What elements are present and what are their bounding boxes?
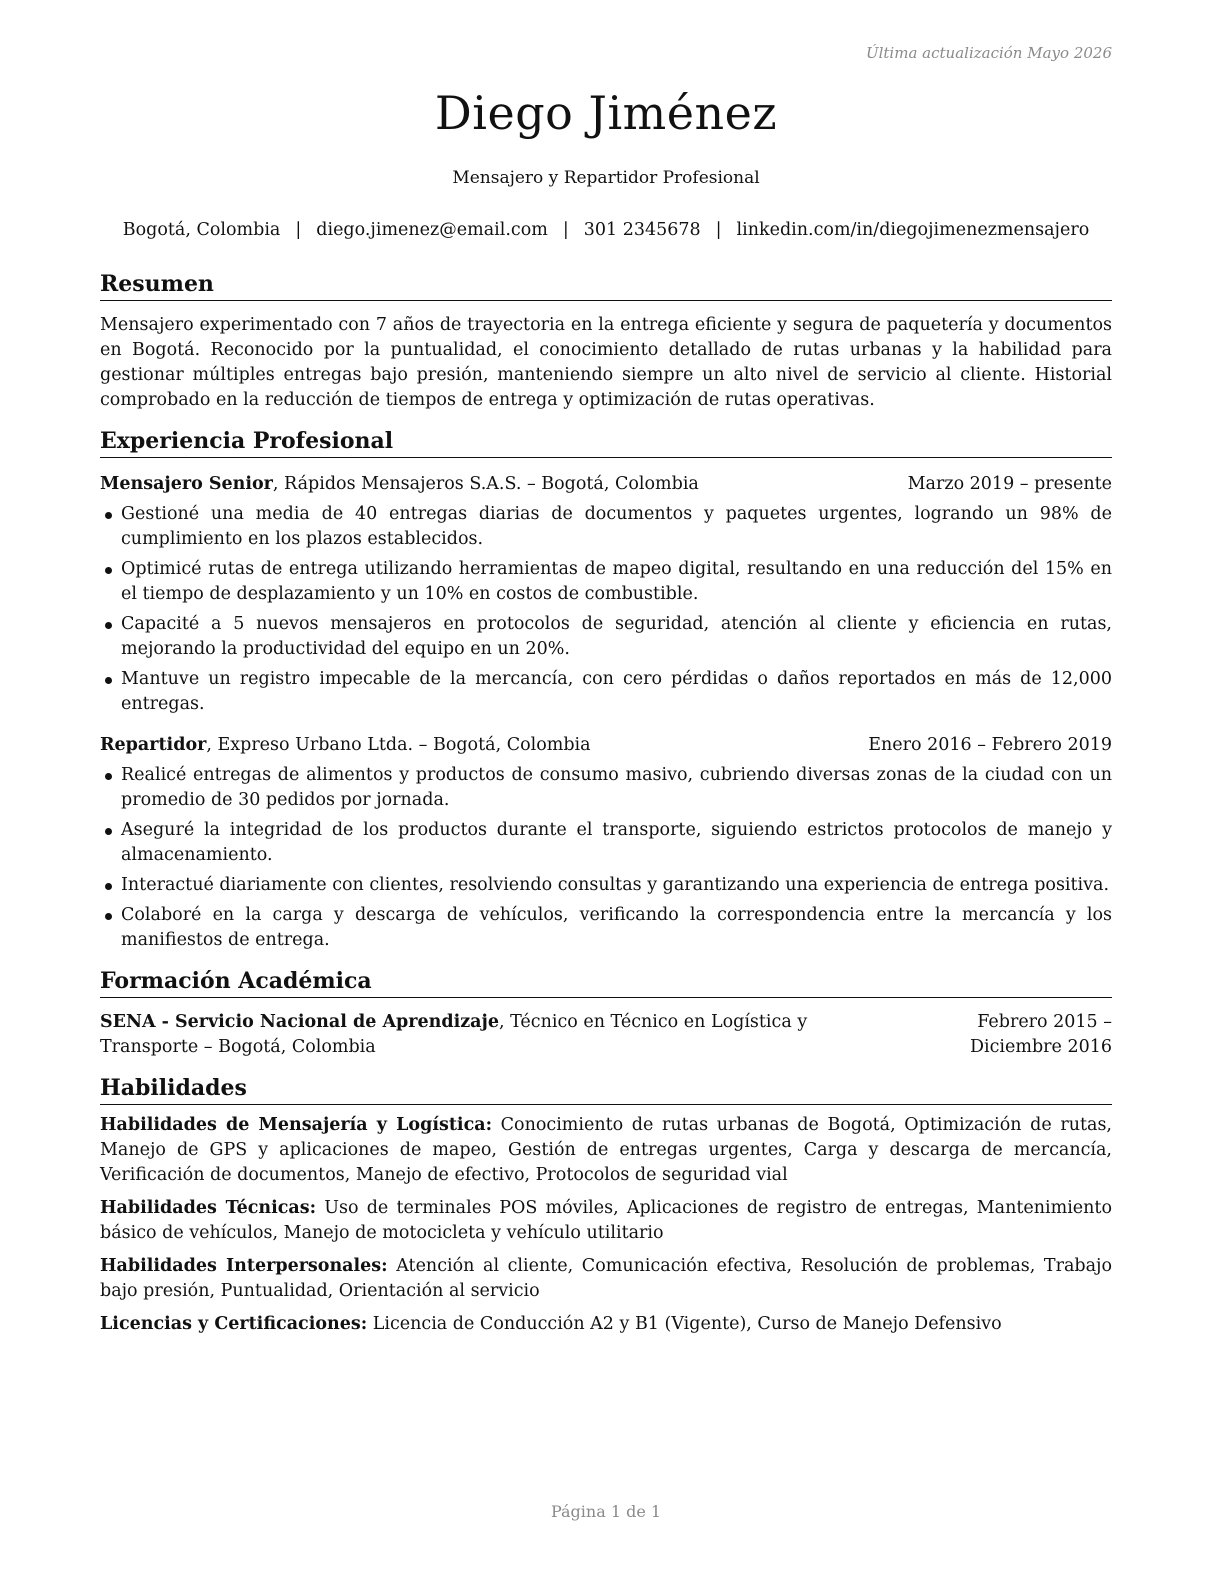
job-dates: Enero 2016 – Febrero 2019 xyxy=(868,735,1112,755)
contact-phone: 301 2345678 xyxy=(583,220,701,240)
bullet-item: Optimicé rutas de entrega utilizando herramientas de mapeo digital, resultando en una reducción del 15% en el tiempo de desplazamiento y un 10% en costos de combustible. xyxy=(100,557,1112,607)
job-title-line xyxy=(100,472,699,497)
bullet-item: Colaboré en la carga y descarga de vehículos, verificando la correspondencia entre la mercancía y los manifiestos de entrega. xyxy=(100,903,1112,953)
education-section xyxy=(100,967,1112,1060)
job-entry xyxy=(100,733,1112,953)
job-header xyxy=(100,472,1112,497)
job-role: Mensajero Senior xyxy=(100,474,273,494)
skill-text: Uso de terminales POS móviles, Aplicaciones de registro de entregas, Mantenimiento básico de vehículos, Manejo de motocicleta y vehículo utilitario xyxy=(100,1198,1112,1243)
summary-section xyxy=(100,270,1112,413)
bullet-item: Gestioné una media de 40 entregas diarias de documentos y paquetes urgentes, logrando un 98% de cumplimiento en los plazos establecidos. xyxy=(100,502,1112,552)
education-details xyxy=(100,1010,890,1060)
skill-label: Habilidades Técnicas: xyxy=(100,1198,317,1218)
contact-separator: | xyxy=(715,220,722,240)
last-updated: Última actualización Mayo 2026 xyxy=(865,44,1112,62)
skill-label: Habilidades Interpersonales: xyxy=(100,1256,388,1276)
education-program: , Técnico en Técnico en Logística y Transporte – Bogotá, Colombia xyxy=(100,1012,808,1057)
contact-email[interactable]: diego.jimenez@email.com xyxy=(316,220,548,240)
job-header xyxy=(100,733,1112,758)
skill-group xyxy=(100,1113,1112,1188)
skill-text: Conocimiento de rutas urbanas de Bogotá, Optimización de rutas, Manejo de GPS y aplicaciones de mapeo, Gestión de entregas urgentes, Carga y descarga de mercancía, Verificación de documentos, Manejo de efectivo, Protocolos de seguridad vial xyxy=(100,1115,1112,1185)
skill-group xyxy=(100,1196,1112,1246)
experience-section xyxy=(100,427,1112,953)
page-number: Página 1 de 1 xyxy=(550,1502,662,1521)
section-title: Habilidades xyxy=(100,1074,1112,1105)
bullet-item: Interactué diariamente con clientes, resolviendo consultas y garantizando una experiencia de entrega positiva. xyxy=(100,873,1112,898)
summary-text: Mensajero experimentado con 7 años de trayectoria en la entrega eficiente y segura de paquetería y documentos en Bogotá. Reconocido por la puntualidad, el conocimiento detallado de rutas urbanas y la habilidad para gestionar múltiples entregas bajo presión, manteniendo siempre un alto nivel de servicio al cliente. Historial comprobado en la reducción de tiempos de entrega y optimización de rutas operativas. xyxy=(100,315,1112,410)
skill-group xyxy=(100,1312,1112,1337)
section-title: Experiencia Profesional xyxy=(100,427,1112,458)
education-institution: SENA - Servicio Nacional de Aprendizaje xyxy=(100,1012,499,1032)
skill-group xyxy=(100,1254,1112,1304)
resume-page xyxy=(100,0,1112,1584)
skills-section xyxy=(100,1074,1112,1337)
education-entry xyxy=(100,1010,1112,1060)
education-dates: Febrero 2015 – Diciembre 2016 xyxy=(970,1012,1112,1057)
bullet-item: Realicé entregas de alimentos y productos de consumo masivo, cubriendo diversas zonas de la ciudad con un promedio de 30 pedidos por jornada. xyxy=(100,763,1112,813)
job-entry xyxy=(100,472,1112,717)
section-title: Resumen xyxy=(100,270,1112,301)
contact-line xyxy=(100,220,1112,240)
job-bullets xyxy=(100,763,1112,953)
contact-location: Bogotá, Colombia xyxy=(122,220,281,240)
contact-separator: | xyxy=(295,220,302,240)
resume-content xyxy=(100,270,1112,1351)
contact-linkedin[interactable]: linkedin.com/in/diegojimenezmensajero xyxy=(736,220,1090,240)
job-title-line xyxy=(100,733,591,758)
skill-label: Habilidades de Mensajería y Logística: xyxy=(100,1115,493,1135)
skill-text: Licencia de Conducción A2 y B1 (Vigente), Curso de Manejo Defensivo xyxy=(367,1314,1002,1334)
bullet-item: Mantuve un registro impecable de la mercancía, con cero pérdidas o daños reportados en más de 12,000 entregas. xyxy=(100,667,1112,717)
skill-text: Atención al cliente, Comunicación efectiva, Resolución de problemas, Trabajo bajo presión, Puntualidad, Orientación al servicio xyxy=(100,1256,1112,1301)
bullet-item: Aseguré la integridad de los productos durante el transporte, siguiendo estrictos protocolos de manejo y almacenamiento. xyxy=(100,818,1112,868)
contact-separator: | xyxy=(562,220,569,240)
skill-label: Licencias y Certificaciones: xyxy=(100,1314,368,1334)
bullet-item: Capacité a 5 nuevos mensajeros en protocolos de seguridad, atención al cliente y eficiencia en rutas, mejorando la productividad del equipo en un 20%. xyxy=(100,612,1112,662)
job-role: Repartidor xyxy=(100,735,207,755)
section-title: Formación Académica xyxy=(100,967,1112,998)
job-company: , Expreso Urbano Ltda. – Bogotá, Colombia xyxy=(206,735,591,755)
job-bullets xyxy=(100,502,1112,717)
job-company: , Rápidos Mensajeros S.A.S. – Bogotá, Colombia xyxy=(272,474,699,494)
person-name: Diego Jiménez xyxy=(434,86,778,140)
job-dates: Marzo 2019 – presente xyxy=(907,474,1112,494)
headline: Mensajero y Repartidor Profesional xyxy=(452,168,760,188)
